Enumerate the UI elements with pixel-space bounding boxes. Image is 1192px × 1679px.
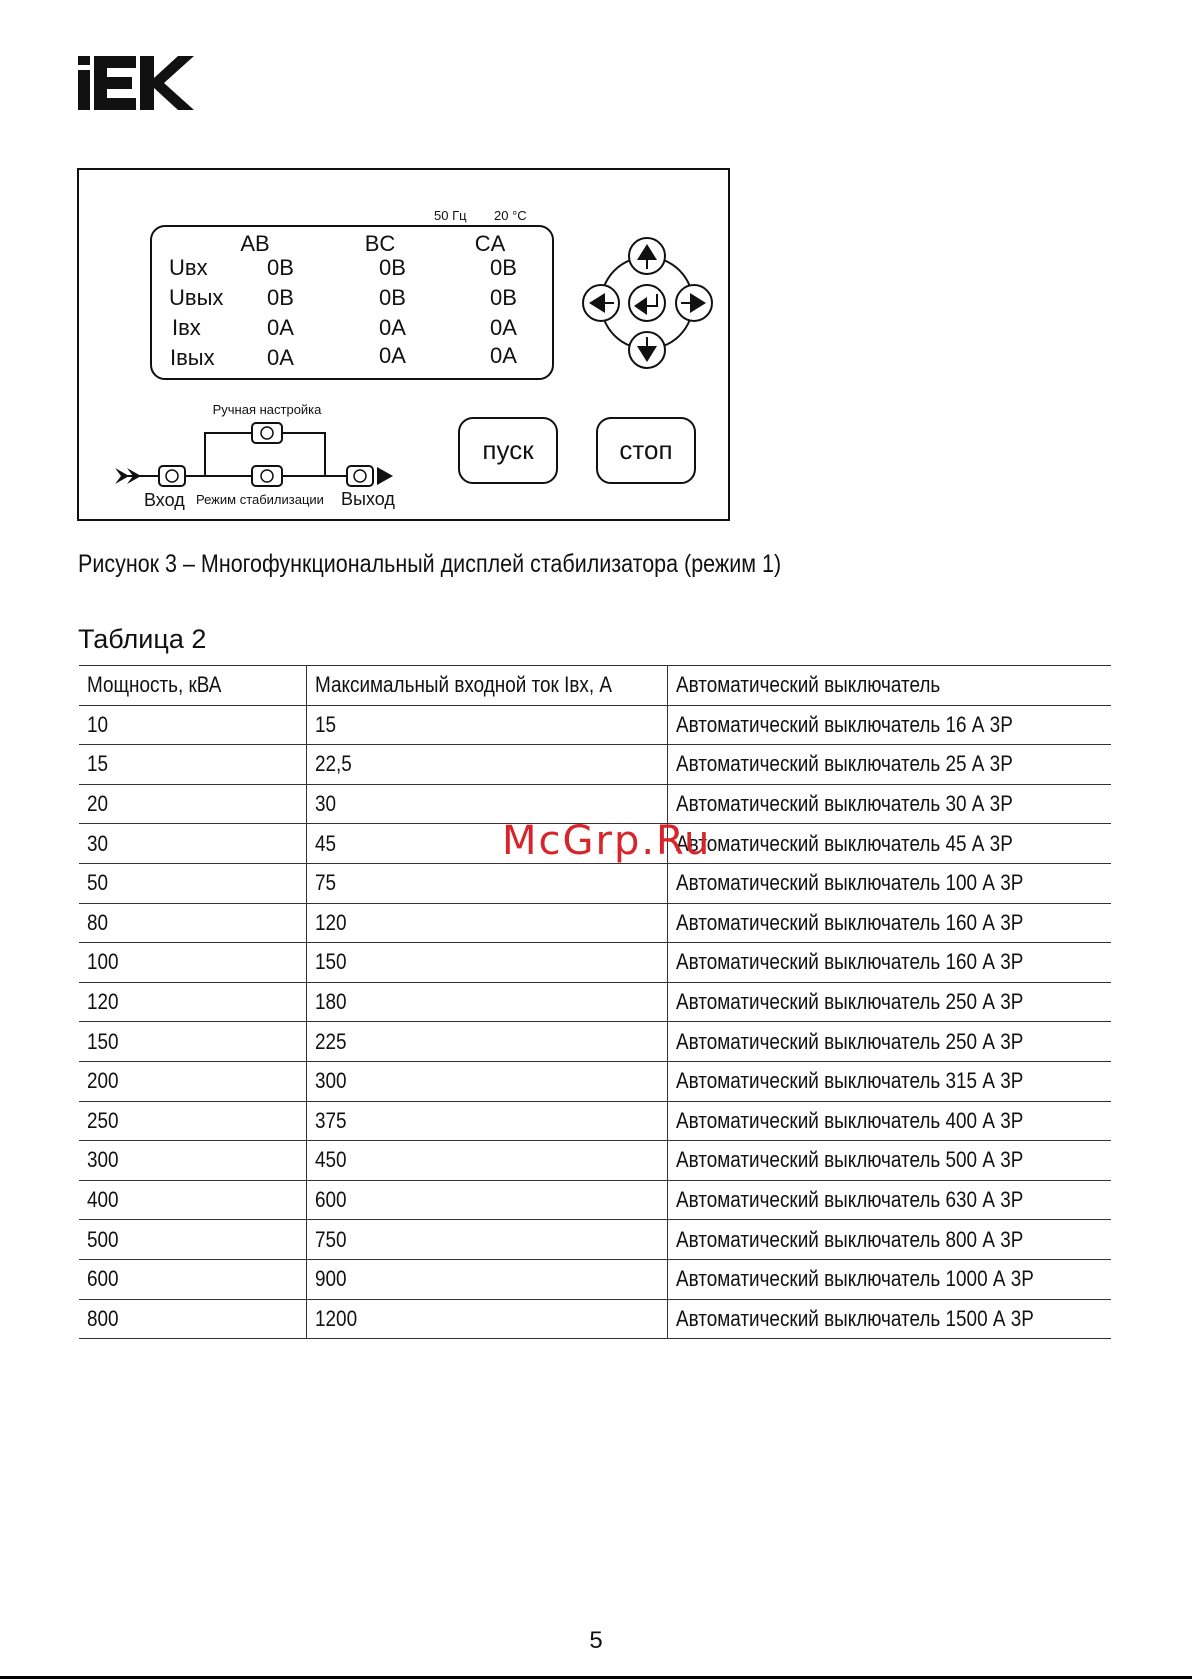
cell-breaker: Автоматический выключатель 160 А 3Р [667, 943, 1111, 983]
arrow-left-button[interactable] [583, 285, 619, 321]
temperature-label: 20 °C [494, 208, 527, 223]
input-arrow-icon [115, 468, 141, 484]
cell-max-current: 300 [306, 1061, 667, 1101]
table-row [79, 745, 1111, 785]
stop-button[interactable] [597, 418, 695, 483]
start-button-label: пуск [482, 435, 534, 465]
uin-ab: 0В [267, 255, 294, 280]
cell-max-current: 22,5 [306, 745, 667, 785]
iek-logo [78, 56, 194, 110]
manual-mode-switch[interactable] [252, 423, 282, 443]
uin-bc: 0В [379, 255, 406, 280]
cell-power: 150 [79, 1022, 306, 1062]
cell-breaker: Автоматический выключатель 400 А 3Р [667, 1101, 1111, 1141]
header-power: Мощность, кВА [79, 666, 306, 706]
table-row [79, 1180, 1111, 1220]
cell-power: 10 [79, 705, 306, 745]
table-row [79, 1259, 1111, 1299]
phase-ca: CA [474, 231, 506, 256]
cell-max-current: 120 [306, 903, 667, 943]
table-title: Таблица 2 [78, 624, 207, 654]
enter-button[interactable] [629, 285, 665, 321]
cell-max-current: 1200 [306, 1299, 667, 1339]
row-label-iin: Iвх [172, 315, 201, 340]
stabilization-mode-switch[interactable] [252, 466, 282, 486]
cell-max-current: 375 [306, 1101, 667, 1141]
table-row [79, 903, 1111, 943]
cell-breaker: Автоматический выключатель 25 А 3Р [667, 745, 1111, 785]
cell-power: 50 [79, 863, 306, 903]
table-row [79, 1299, 1111, 1339]
iin-ca: 0А [490, 315, 517, 340]
input-switch[interactable] [159, 466, 185, 486]
cell-power: 600 [79, 1259, 306, 1299]
row-label-uin: Uвх [169, 255, 208, 280]
cell-max-current: 900 [306, 1259, 667, 1299]
uout-bc: 0В [379, 285, 406, 310]
cell-power: 120 [79, 982, 306, 1022]
input-label: Вход [144, 490, 185, 510]
cell-breaker: Автоматический выключатель 315 А 3Р [667, 1061, 1111, 1101]
uin-ca: 0В [490, 255, 517, 280]
header-breaker: Автоматический выключатель [667, 666, 1111, 706]
arrow-up-button[interactable] [629, 238, 665, 274]
output-switch[interactable] [347, 466, 373, 486]
header-max-current: Максимальный входной ток Iвх, А [306, 666, 667, 706]
table-row [79, 705, 1111, 745]
iout-bc: 0А [379, 343, 406, 368]
cell-max-current: 75 [306, 863, 667, 903]
cell-power: 200 [79, 1061, 306, 1101]
iin-bc: 0А [379, 315, 406, 340]
uout-ca: 0В [490, 285, 517, 310]
output-label: Выход [341, 489, 395, 509]
cell-breaker: Автоматический выключатель 1500 А 3Р [667, 1299, 1111, 1339]
cell-max-current: 180 [306, 982, 667, 1022]
cell-breaker: Автоматический выключатель 100 А 3Р [667, 863, 1111, 903]
cell-power: 400 [79, 1180, 306, 1220]
cell-power: 300 [79, 1141, 306, 1181]
output-arrow-icon [377, 467, 393, 485]
cell-max-current: 225 [306, 1022, 667, 1062]
row-label-iout: Iвых [170, 345, 215, 370]
cell-max-current: 30 [306, 784, 667, 824]
uout-ab: 0В [267, 285, 294, 310]
cell-breaker: Автоматический выключатель 16 А 3Р [667, 705, 1111, 745]
iout-ab: 0А [267, 345, 294, 370]
table-row [79, 1061, 1111, 1101]
stop-button-label: стоп [619, 435, 673, 465]
arrow-down-button[interactable] [629, 332, 665, 368]
manual-mode-label: Ручная настройка [212, 402, 322, 417]
cell-breaker: Автоматический выключатель 630 А 3Р [667, 1180, 1111, 1220]
iin-ab: 0А [267, 315, 294, 340]
cell-breaker: Автоматический выключатель 1000 А 3Р [667, 1259, 1111, 1299]
stabilization-mode-label: Режим стабилизации [196, 492, 324, 507]
phase-bc: BC [364, 231, 396, 256]
cell-max-current: 150 [306, 943, 667, 983]
cell-power: 100 [79, 943, 306, 983]
phase-ab: AB [240, 231, 270, 256]
breaker-table [79, 665, 1111, 1339]
cell-breaker: Автоматический выключатель 800 А 3Р [667, 1220, 1111, 1260]
cell-power: 250 [79, 1101, 306, 1141]
page-number: 5 [589, 1627, 603, 1654]
table-row [79, 1101, 1111, 1141]
table-header-row [79, 666, 1111, 706]
cell-max-current: 45 [306, 824, 667, 864]
cell-max-current: 600 [306, 1180, 667, 1220]
cell-max-current: 750 [306, 1220, 667, 1260]
table-row [79, 1022, 1111, 1062]
cell-breaker: Автоматический выключатель 160 А 3Р [667, 903, 1111, 943]
start-button[interactable] [459, 418, 557, 483]
cell-max-current: 15 [306, 705, 667, 745]
frequency-label: 50 Гц [434, 208, 467, 223]
stabilizer-display-figure [77, 168, 730, 521]
cell-breaker: Автоматический выключатель 250 А 3Р [667, 982, 1111, 1022]
cell-breaker: Автоматический выключатель 30 А 3Р [667, 784, 1111, 824]
cell-power: 800 [79, 1299, 306, 1339]
cell-power: 500 [79, 1220, 306, 1260]
navigation-pad [583, 238, 712, 368]
cell-breaker: Автоматический выключатель 250 А 3Р [667, 1022, 1111, 1062]
cell-breaker: Автоматический выключатель 500 А 3Р [667, 1141, 1111, 1181]
cell-breaker: Автоматический выключатель 45 А 3Р [667, 824, 1111, 864]
cell-power: 20 [79, 784, 306, 824]
table-row [79, 1220, 1111, 1260]
row-label-uout: Uвых [169, 285, 224, 310]
cell-power: 30 [79, 824, 306, 864]
cell-power: 15 [79, 745, 306, 785]
table-row [79, 982, 1111, 1022]
table-row [79, 943, 1111, 983]
cell-power: 80 [79, 903, 306, 943]
table-row [79, 863, 1111, 903]
cell-max-current: 450 [306, 1141, 667, 1181]
table-row [79, 1141, 1111, 1181]
watermark: McGrp.Ru [502, 818, 712, 864]
iout-ca: 0А [490, 343, 517, 368]
arrow-right-button[interactable] [676, 285, 712, 321]
figure-caption: Рисунок 3 – Многофункциональный дисплей стабилизатора (режим 1) [78, 550, 782, 578]
